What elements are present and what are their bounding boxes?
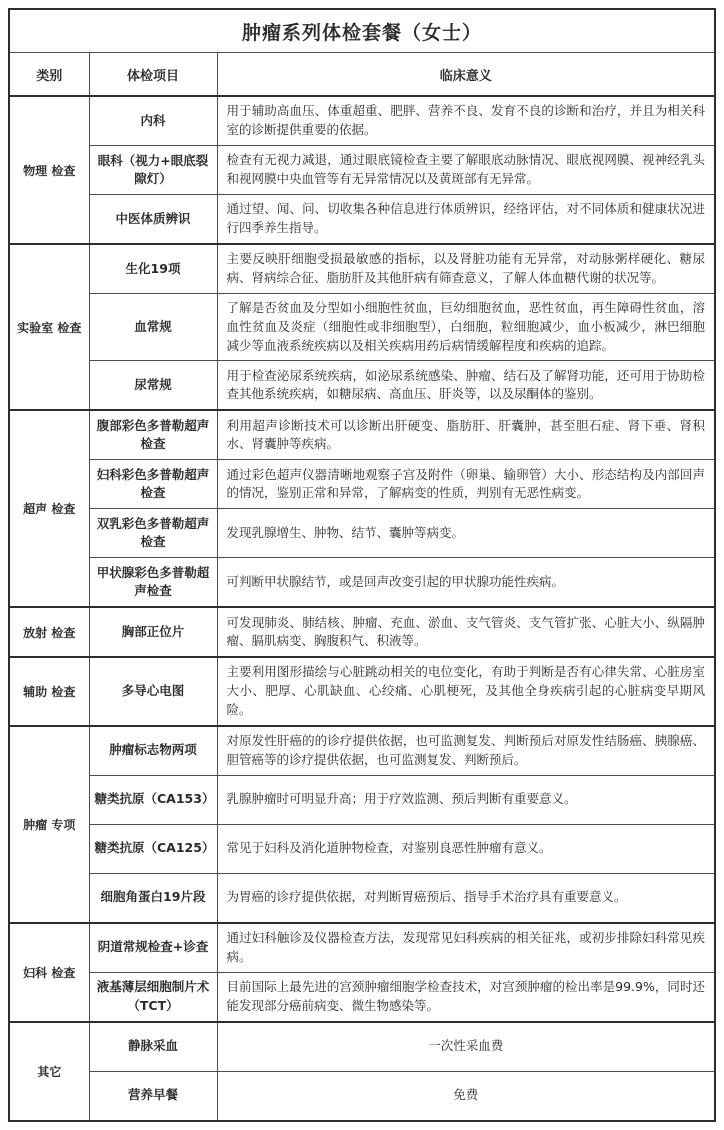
item-cell: 生化19项: [89, 244, 217, 294]
table-row: [9, 244, 715, 294]
page-title: 肿瘤系列体检套餐（女士）: [9, 9, 715, 53]
meaning-cell: 了解是否贫血及分型如小细胞性贫血，巨幼细胞贫血，恶性贫血，再生障碍性贫血，溶血性贫血及炎症（细胞性或非细胞型），白细胞，粒细胞减少，血小板减少，淋巴细胞减少等血液系统疾病以及相关疾病用药后病情缓解程度和疾病的追踪。: [217, 294, 715, 361]
meaning-cell: 发现乳腺增生、肿物、结节、囊肿等病变。: [217, 509, 715, 558]
category-cell-auxiliary: 辅助 检查: [9, 657, 89, 725]
table-row: [9, 558, 715, 608]
table-row: [9, 726, 715, 776]
table-row: [9, 195, 715, 245]
item-cell: 妇科彩色多普勒超声检查: [89, 460, 217, 509]
table-row: [9, 607, 715, 657]
item-cell: 腹部彩色多普勒超声检查: [89, 410, 217, 460]
item-cell: 血常规: [89, 294, 217, 361]
column-header-item: 体检项目: [89, 53, 217, 97]
table-row: [9, 146, 715, 195]
category-cell-gynecology: 妇科 检查: [9, 923, 89, 1022]
item-cell: 内科: [89, 96, 217, 146]
category-cell-ultrasound: 超声 检查: [9, 410, 89, 607]
meaning-cell: 主要反映肝细胞受损最敏感的指标，以及肾脏功能有无异常，对动脉粥样硬化、糖尿病、肾病综合征、脂肪肝及其他肝病有筛查意义，了解人体血糖代谢的状况等。: [217, 244, 715, 294]
table-row: [9, 361, 715, 411]
item-cell: 静脉采血: [89, 1022, 217, 1072]
table-row: [9, 294, 715, 361]
table-row: [9, 410, 715, 460]
meaning-cell: 用于辅助高血压、体重超重、肥胖、营养不良、发育不良的诊断和治疗，并且为相关科室的诊断提供重要的依据。: [217, 96, 715, 146]
meaning-cell: 乳腺肿瘤时可明显升高；用于疗效监测、预后判断有重要意义。: [217, 775, 715, 824]
meaning-cell: 可发现肺炎、肺结核、肿瘤、充血、淤血、支气管炎、支气管扩张、心脏大小、纵隔肿瘤、膈肌病变、胸腹积气、积液等。: [217, 607, 715, 657]
column-header-meaning: 临床意义: [217, 53, 715, 97]
category-cell-physical: 物理 检查: [9, 96, 89, 244]
category-cell-radiology: 放射 检查: [9, 607, 89, 657]
meaning-cell: 通过妇科触诊及仪器检查方法，发现常见妇科疾病的相关征兆，或初步排除妇科常见疾病。: [217, 923, 715, 973]
item-cell: 尿常规: [89, 361, 217, 411]
item-cell: 阴道常规检查+诊查: [89, 923, 217, 973]
table-row: [9, 972, 715, 1022]
table-row: [9, 460, 715, 509]
item-cell: 多导心电图: [89, 657, 217, 725]
category-cell-laboratory: 实验室 检查: [9, 244, 89, 410]
meaning-cell: 利用超声诊断技术可以诊断出肝硬变、脂肪肝、肝囊肿，甚至胆石症、肾下垂、肾积水、肾囊肿等疾病。: [217, 410, 715, 460]
meaning-cell: 一次性采血费: [217, 1022, 715, 1072]
meaning-cell: 主要利用图形描绘与心脏跳动相关的电位变化，有助于判断是否有心律失常、心脏房室大小、肥厚、心肌缺血、心绞痛、心肌梗死，及其他全身疾病引起的心脏病变早期风险。: [217, 657, 715, 725]
meaning-cell: 免费: [217, 1071, 715, 1121]
meaning-cell: 可判断甲状腺结节，或是回声改变引起的甲状腺功能性疾病。: [217, 558, 715, 608]
document-sheet: [8, 8, 716, 1122]
item-cell: 细胞角蛋白19片段: [89, 873, 217, 923]
meaning-cell: 通过彩色超声仪器清晰地观察子宫及附件（卵巢、输卵管）大小、形态结构及内部回声的情况，鉴别正常和异常，了解病变的性质，判别有无恶性病变。: [217, 460, 715, 509]
checkup-package-table: [8, 8, 716, 1122]
category-cell-other: 其它: [9, 1022, 89, 1121]
item-cell: 眼科（视力+眼底裂隙灯）: [89, 146, 217, 195]
item-cell: 中医体质辨识: [89, 195, 217, 245]
category-cell-tumor: 肿瘤 专项: [9, 726, 89, 923]
item-cell: 液基薄层细胞制片术（TCT）: [89, 972, 217, 1022]
column-header-category: 类别: [9, 53, 89, 97]
title-row: [9, 9, 715, 53]
table-row: [9, 824, 715, 873]
table-row: [9, 1022, 715, 1072]
table-row: [9, 873, 715, 923]
item-cell: 甲状腺彩色多普勒超声检查: [89, 558, 217, 608]
item-cell: 肿瘤标志物两项: [89, 726, 217, 776]
table-row: [9, 923, 715, 973]
item-cell: 糖类抗原（CA153）: [89, 775, 217, 824]
item-cell: 糖类抗原（CA125）: [89, 824, 217, 873]
meaning-cell: 通过望、闻、问、切收集各种信息进行体质辨识，经络评估，对不同体质和健康状况进行四季养生指导。: [217, 195, 715, 245]
meaning-cell: 用于检查泌尿系统疾病，如泌尿系统感染、肿瘤、结石及了解肾功能，还可用于协助检查其他系统疾病，如糖尿病、高血压、肝炎等，以及尿酮体的鉴别。: [217, 361, 715, 411]
meaning-cell: 常见于妇科及消化道肿物检查，对鉴别良恶性肿瘤有意义。: [217, 824, 715, 873]
item-cell: 双乳彩色多普勒超声检查: [89, 509, 217, 558]
column-header-row: [9, 53, 715, 97]
table-row: [9, 96, 715, 146]
table-row: [9, 657, 715, 725]
table-row: [9, 775, 715, 824]
meaning-cell: 目前国际上最先进的宫颈肿瘤细胞学检查技术，对宫颈肿瘤的检出率是99.9%，同时还能发现部分癌前病变、微生物感染等。: [217, 972, 715, 1022]
table-row: [9, 509, 715, 558]
item-cell: 胸部正位片: [89, 607, 217, 657]
meaning-cell: 检查有无视力减退，通过眼底镜检查主要了解眼底动脉情况、眼底视网膜、视神经乳头和视网膜中央血管等有无异常情况以及黄斑部有无异常。: [217, 146, 715, 195]
table-row: [9, 1071, 715, 1121]
meaning-cell: 为胃癌的诊疗提供依据，对判断胃癌预后、指导手术治疗具有重要意义。: [217, 873, 715, 923]
item-cell: 营养早餐: [89, 1071, 217, 1121]
meaning-cell: 对原发性肝癌的的诊疗提供依据，也可监测复发、判断预后对原发性结肠癌、胰腺癌、胆管癌等的诊疗提供依据，也可监测复发、判断预后。: [217, 726, 715, 776]
